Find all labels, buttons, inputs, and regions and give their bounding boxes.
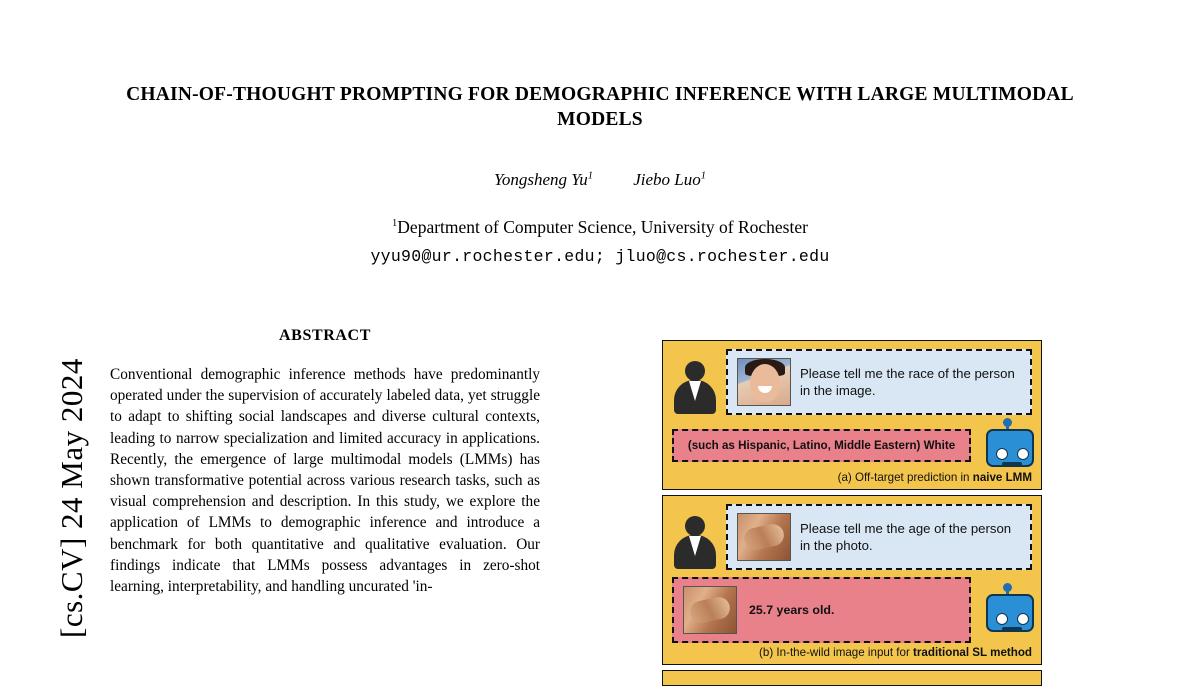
affiliation-text: Department of Computer Science, University of Rochester xyxy=(397,217,808,237)
panel-b-question-row xyxy=(672,504,1032,570)
figure-panel-b xyxy=(662,495,1042,665)
arxiv-stamp: [cs.CV] 24 May 2024 xyxy=(54,358,89,638)
panel-a-question-row xyxy=(672,349,1032,415)
hands-photo-thumbnail-icon xyxy=(737,513,791,561)
figure-teaser xyxy=(662,340,1042,691)
panel-a-answer-row xyxy=(672,422,1032,468)
panel-b-answer-bubble xyxy=(672,577,971,643)
author-list xyxy=(110,170,1090,190)
panel-a-question-bubble xyxy=(726,349,1032,415)
face-photo-thumbnail-icon xyxy=(737,358,791,406)
abstract-heading: ABSTRACT xyxy=(279,327,371,344)
author-affil-mark: 1 xyxy=(587,170,593,182)
author-emails: yyu90@ur.rochester.edu; jluo@cs.rochester.edu xyxy=(370,247,830,266)
person-avatar-icon xyxy=(672,359,718,415)
affiliation-mark: 1 xyxy=(392,218,398,230)
panel-b-caption-bold: traditional SL method xyxy=(913,646,1032,659)
page-title: CHAIN-OF-THOUGHT PROMPTING FOR DEMOGRAPHIC INFERENCE WITH LARGE MULTIMODAL MODELS xyxy=(126,84,1074,130)
panel-b-question-text: Please tell me the age of the person in the photo. xyxy=(800,521,1012,553)
panel-b-answer-row xyxy=(672,577,1032,643)
panel-b-question-bubble xyxy=(726,504,1032,570)
robot-avatar-icon xyxy=(984,422,1032,468)
author-entry xyxy=(633,170,706,190)
hands-photo-thumbnail-icon xyxy=(683,586,737,634)
panel-b-caption-prefix: (b) In-the-wild image input for xyxy=(759,646,914,659)
panel-b-answer-text: 25.7 years old. xyxy=(749,602,835,617)
author-name: Yongsheng Yu xyxy=(494,170,588,189)
author-name: Jiebo Luo xyxy=(633,170,701,189)
author-entry xyxy=(494,170,593,190)
affiliation xyxy=(110,217,1090,238)
robot-avatar-icon xyxy=(984,587,1032,633)
panel-a-caption-prefix: (a) Off-target prediction in xyxy=(837,471,973,484)
figure-panel-a xyxy=(662,340,1042,490)
paper-header xyxy=(110,60,1090,266)
figure-panel-c-partial xyxy=(662,670,1042,686)
author-affil-mark: 1 xyxy=(700,170,706,182)
panel-a-answer-bubble: (such as Hispanic, Latino, Middle Eastern) White xyxy=(672,429,971,462)
abstract-text: Conventional demographic inference methods have predominantly operated under the supervision of accurately labeled data, yet struggle to adapt to shifting social landscapes and diverse cultural contexts, leading to narrow specialization and limited accuracy in applications. Recently, the emergence of large multimodal models (LMMs) has shown transformative potential across various research tasks, such as visual comprehension and description. In this study, we explore the application of LMMs to demographic inference and introduce a benchmark for both quantitative and qualitative evaluation. Our findings indicate that LMMs possess advantages in zero-shot learning, interpretability, and handling uncurated 'in- xyxy=(110,366,540,596)
panel-a-question-text: Please tell me the race of the person in the image. xyxy=(800,366,1015,398)
person-avatar-icon xyxy=(672,514,718,570)
panel-a-caption xyxy=(672,471,1032,484)
panel-a-caption-bold: naive LMM xyxy=(972,471,1032,484)
